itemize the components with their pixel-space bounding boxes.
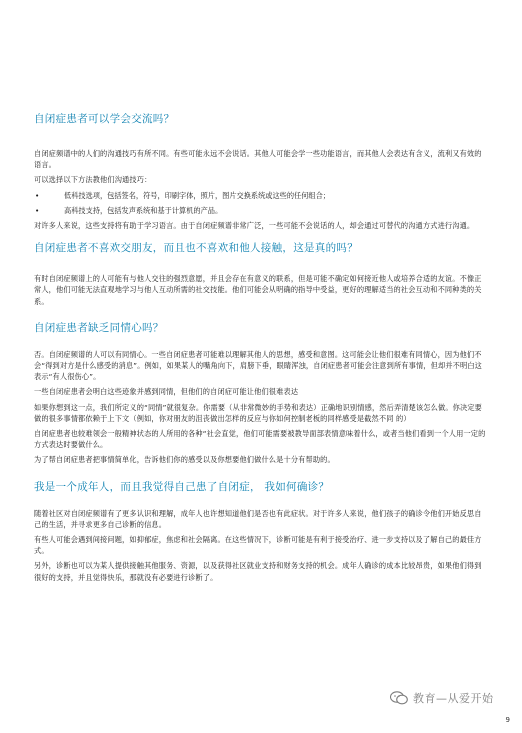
watermark-text: 教育—从爱开始 <box>413 692 494 705</box>
section-3-heading: 自闭症患者缺乏同情心吗？ <box>34 321 164 334</box>
page-number: 9 <box>505 716 510 724</box>
section-1-paragraph: 自闭症频谱中的人们的沟通技巧有所不同。有些可能永远不会说话。其他人可能会学一些功能语言，而其他人会表达有含义，流利又有效的语言。 <box>34 149 482 170</box>
content <box>34 112 486 583</box>
section-4-paragraph: 有些人可能会遇到间接问题，如抑郁症，焦虑和社会隔离。在这些情况下，诊断可能是有利于接受治疗、进一步支持以及了解自己的最佳方式。 <box>34 535 482 556</box>
section-3-paragraph: 否。自闭症频谱的人可以有同情心。一些自闭症患者可能难以理解其他人的思想，感受和意图。这可能会让他们很难有同情心，因为他们不会“得到对方是什么感受的消息”。例如，如果某人的嘴角向下，肩膀下垂，眼睛浑浊，自闭症患者可能会注意到所有事情，但却并不明白这表示“有人很伤心”。 <box>34 349 483 382</box>
bullet-item: • 高科技支持，包括发声系统和基于计算机的产品。 <box>35 205 223 215</box>
bullet-item: • 低科技选项，包括签名，符号，印刷字体，照片，图片交换系统或这些的任何组合； <box>35 190 330 200</box>
section-3-paragraph: 一些自闭症患者会明白这些迹象并感到同情，但他们的自闭症可能让他们很难表达 <box>34 387 299 397</box>
section-4-paragraph: 另外，诊断也可以为某人提供接触其他服务、资源，以及获得社区就业支持和财务支持的机会。成年人确诊的成本比较昂贵，如果他们得到很好的支持，并且觉得快乐，那就没有必要进行诊断了。 <box>34 561 482 582</box>
watermark <box>390 690 494 706</box>
section-3-paragraph: 如果你想到这一点，我们所定义的“同情”就很复杂。你需要（从非常微妙的手势和表达）正确地识别情感，然后弄清楚该怎么做。你决定要做的很多事情都依赖于上下文（例如，你对朋友的沮丧做出怎样的反应与你如何控制老板的同样感受是截然不同 的） <box>34 402 483 423</box>
section-1-paragraph: 可以选择以下方法教他们沟通技巧： <box>34 175 152 185</box>
section-4-heading: 我是一个成年人，而且我觉得自己患了自闭症， 我如何确诊？ <box>34 480 330 493</box>
section-1-paragraph: 对许多人来说，这些支持将有助于学习语言。由于自闭症频谱非常广泛，一些可能不会说话的人，却会通过可替代的沟通方式进行沟通。 <box>34 221 475 231</box>
section-4-paragraph: 随着社区对自闭症频谱有了更多认识和理解，成年人也许想知道他们是否也有此症状。对于许多人来说，他们孩子的确诊令他们开始反思自己的生活，并寻求更多自己诊断的信息。 <box>34 508 482 529</box>
section-3-paragraph: 为了帮自闭症患者把事情简单化，告诉他们你的感受以及你想要他们做什么是十分有帮助的。 <box>34 455 335 465</box>
section-3-paragraph: 自闭症患者也较难领会一般精神状态的人所用的各种“社会直觉，他们可能需要被教导面部表情意味着什么，或者当他们看到一个人用一定的方式表达时要做什么。 <box>34 429 486 450</box>
section-2-paragraph: 有时自闭症频谱上的人可能有与他人交往的强烈意愿，并且会存在有意义的联系，但是可能不确定如何接近他人或培养合适的友谊。不像正常人，他们可能无法直观地学习与他人互动所需的社交技能。他们可能会从明确的指导中受益，更好的理解适当的社会互动和不同种类的关系。 <box>34 274 482 306</box>
section-1-bullets <box>34 190 486 216</box>
wechat-icon <box>390 691 408 705</box>
section-2-heading: 自闭症患者不喜欢交朋友，而且也不喜欢和他人接触，这是真的吗？ <box>34 242 358 255</box>
section-1-heading: 自闭症患者可以学会交流吗？ <box>34 113 175 125</box>
